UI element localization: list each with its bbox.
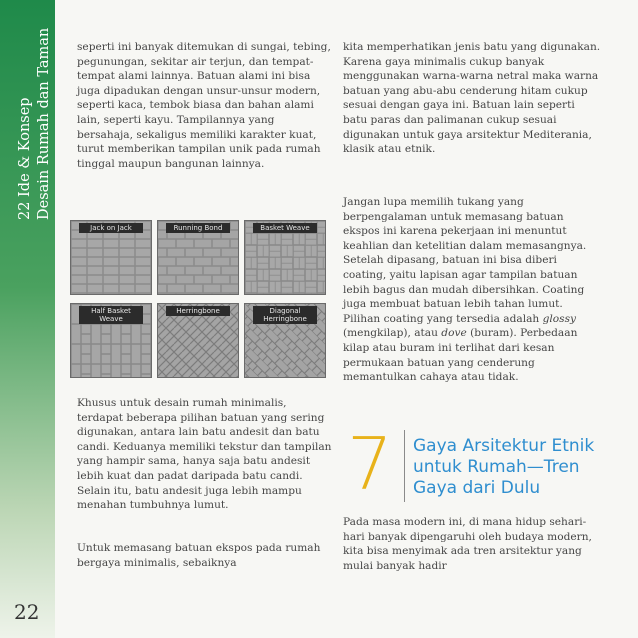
section-heading-line1: Gaya Arsitektur Etnik xyxy=(413,436,595,456)
body-text: Khusus untuk desain rumah minimalis, terdapat beberapa pilihan batuan yang sering digunakan, antara lain batu andesit dan batu candi. Keduanya memiliki tekstur dan tampilan yang hampir sama, hanya saja batu andesit lebih kuat dan padat daripada batu candi. Selain itu, batu andesit juga lebih mampu menahan tumbuhnya lumut. xyxy=(77,397,332,512)
body-text: kita memperhatikan jenis batu yang digunakan. Karena gaya minimalis cukup banyak menggunakan warna-warna netral maka warna batuan yang abu-abu cenderung hitam cukup sesuai dengan gaya ini. Batuan lain seperti batu paras dan palimanan cukup sesuai digunakan untuk gaya arsitektur Mediterania, klasik atau etnik. xyxy=(343,41,601,156)
body-text: Pada masa modern ini, di mana hidup sehari-hari banyak dipengaruhi oleh budaya modern, kita bisa menyimak ada tren arsitektur yang mulai banyak hadir xyxy=(343,516,592,572)
pattern-label: Basket Weave xyxy=(253,223,317,233)
page-number: 22 xyxy=(14,600,40,624)
body-text-run: (buram). Perbedaan kilap atau buram ini terlihat dari kesan permukaan batuan yang cenderung memantulkan cahaya atau tidak. xyxy=(343,327,578,384)
running-head-line1: 22 Ide & Konsep xyxy=(17,97,33,220)
pattern-tile-half-basket-weave xyxy=(70,303,152,378)
glossy-term: glossy xyxy=(542,312,577,325)
right-column-paragraph-2 xyxy=(343,195,601,385)
running-head-line2: Desain Rumah dan Taman xyxy=(36,27,52,220)
right-column-paragraph-3 xyxy=(343,515,601,573)
left-column-paragraph-2 xyxy=(77,396,332,513)
body-text xyxy=(343,195,601,385)
pattern-label: Half Basket Weave xyxy=(79,306,143,324)
left-column-paragraph-1 xyxy=(77,40,332,171)
section-heading-line2: untuk Rumah—Tren xyxy=(413,457,580,477)
pattern-label: Running Bond xyxy=(166,223,230,233)
paving-pattern-figure xyxy=(70,220,330,380)
section-heading-line3: Gaya dari Dulu xyxy=(413,478,541,498)
body-text-run: (mengkilap), atau xyxy=(343,327,442,340)
pattern-tile-diagonal-herringbone xyxy=(244,303,326,378)
section-number: 7 xyxy=(347,422,393,506)
body-text-run: Jangan lupa memilih tukang yang berpengalaman untuk memasang batuan ekspos ini karena pekerjaan ini menuntut keahlian dan ketelitian dalam memasangnya. Setelah dipasang, batuan ini bisa diberi coating, yaitu lapisan agar tampilan batuan lebih bagus dan mudah dibersihkan. Coating juga membuat batuan lebih tahan lumut. Pilihan coating yang tersedia adalah xyxy=(343,196,587,325)
section-divider xyxy=(404,430,405,502)
pattern-label: Diagonal Herringbone xyxy=(253,306,317,324)
pattern-label: Jack on Jack xyxy=(79,223,143,233)
dove-term: dove xyxy=(441,327,467,340)
body-text: seperti ini banyak ditemukan di sungai, tebing, pegunungan, sekitar air terjun, dan tempat-tempat alami lainnya. Batuan alami ini bisa juga dipadukan dengan unsur-unsur modern, seperti kaca, tembok biasa dan bahan alami lain, seperti kayu. Tampilannya yang bersahaja, sekaligus memiliki karakter kuat, turut memberikan tampilan unik pada rumah tinggal maupun bangunan lainnya. xyxy=(77,41,331,170)
left-column-paragraph-3 xyxy=(77,541,332,570)
running-head xyxy=(16,27,76,220)
pattern-tile-running-bond xyxy=(157,220,239,295)
body-text: Untuk memasang batuan ekspos pada rumah bergaya minimalis, sebaiknya xyxy=(77,542,321,569)
pattern-label: Herringbone xyxy=(166,306,230,316)
section-heading xyxy=(413,436,613,499)
right-column-paragraph-1 xyxy=(343,40,601,157)
pattern-tile-herringbone xyxy=(157,303,239,378)
pattern-tile-jack-on-jack xyxy=(70,220,152,295)
pattern-tile-basket-weave xyxy=(244,220,326,295)
